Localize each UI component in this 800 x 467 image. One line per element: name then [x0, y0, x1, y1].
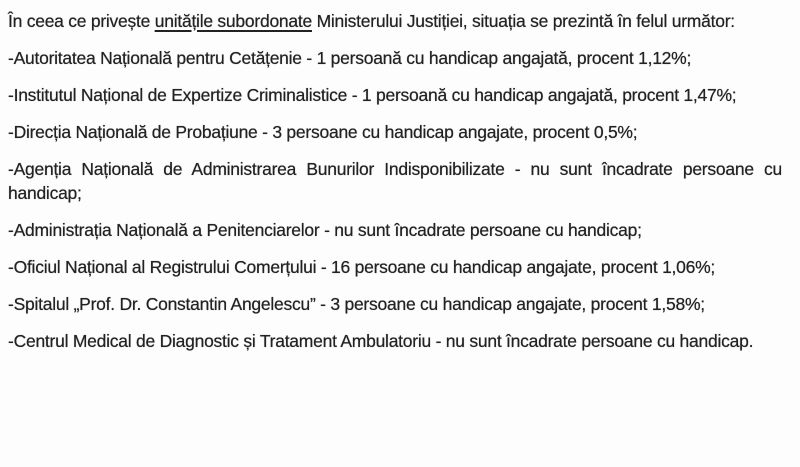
list-item-agentia-bunuri: -Agenția Națională de Administrarea Bunurilor Indisponibilizate - nu sunt încadrate persoane cu handicap; — [8, 159, 782, 203]
intro-text-before: În ceea ce privește — [8, 11, 155, 31]
list-item-autoritatea-cetatenie: -Autoritatea Națională pentru Cetățenie - 1 persoană cu handicap angajată, procent 1,12%; — [8, 48, 692, 68]
intro-paragraph — [8, 9, 782, 33]
underlined-phrase: unitățile subordonate — [154, 11, 312, 31]
intro-text-after: Ministerului Justiției, situația se prezintă în felul următor: — [311, 11, 735, 31]
list-item-spitalul-angelescu: -Spitalul „Prof. Dr. Constantin Angelescu” - 3 persoane cu handicap angajate, procent 1,58%; — [8, 294, 705, 314]
list-item-administratia-penitenciare: -Administrația Națională a Penitenciarelor - nu sunt încadrate persoane cu handicap; — [8, 220, 642, 240]
list-item-directia-probatiune: -Direcția Națională de Probațiune - 3 persoane cu handicap angajate, procent 0,5%; — [8, 122, 638, 142]
list-item-institutul-expertize: -Institutul Național de Expertize Criminalistice - 1 persoană cu handicap angajată, procent 1,47%; — [8, 85, 737, 105]
list-item-centrul-medical: -Centrul Medical de Diagnostic și Tratament Ambulatoriu - nu sunt încadrate persoane cu handicap. — [8, 331, 754, 351]
list-item-oficiul-registrului: -Oficiul Național al Registrului Comerțului - 16 persoane cu handicap angajate, procent 1,06%; — [8, 257, 716, 277]
